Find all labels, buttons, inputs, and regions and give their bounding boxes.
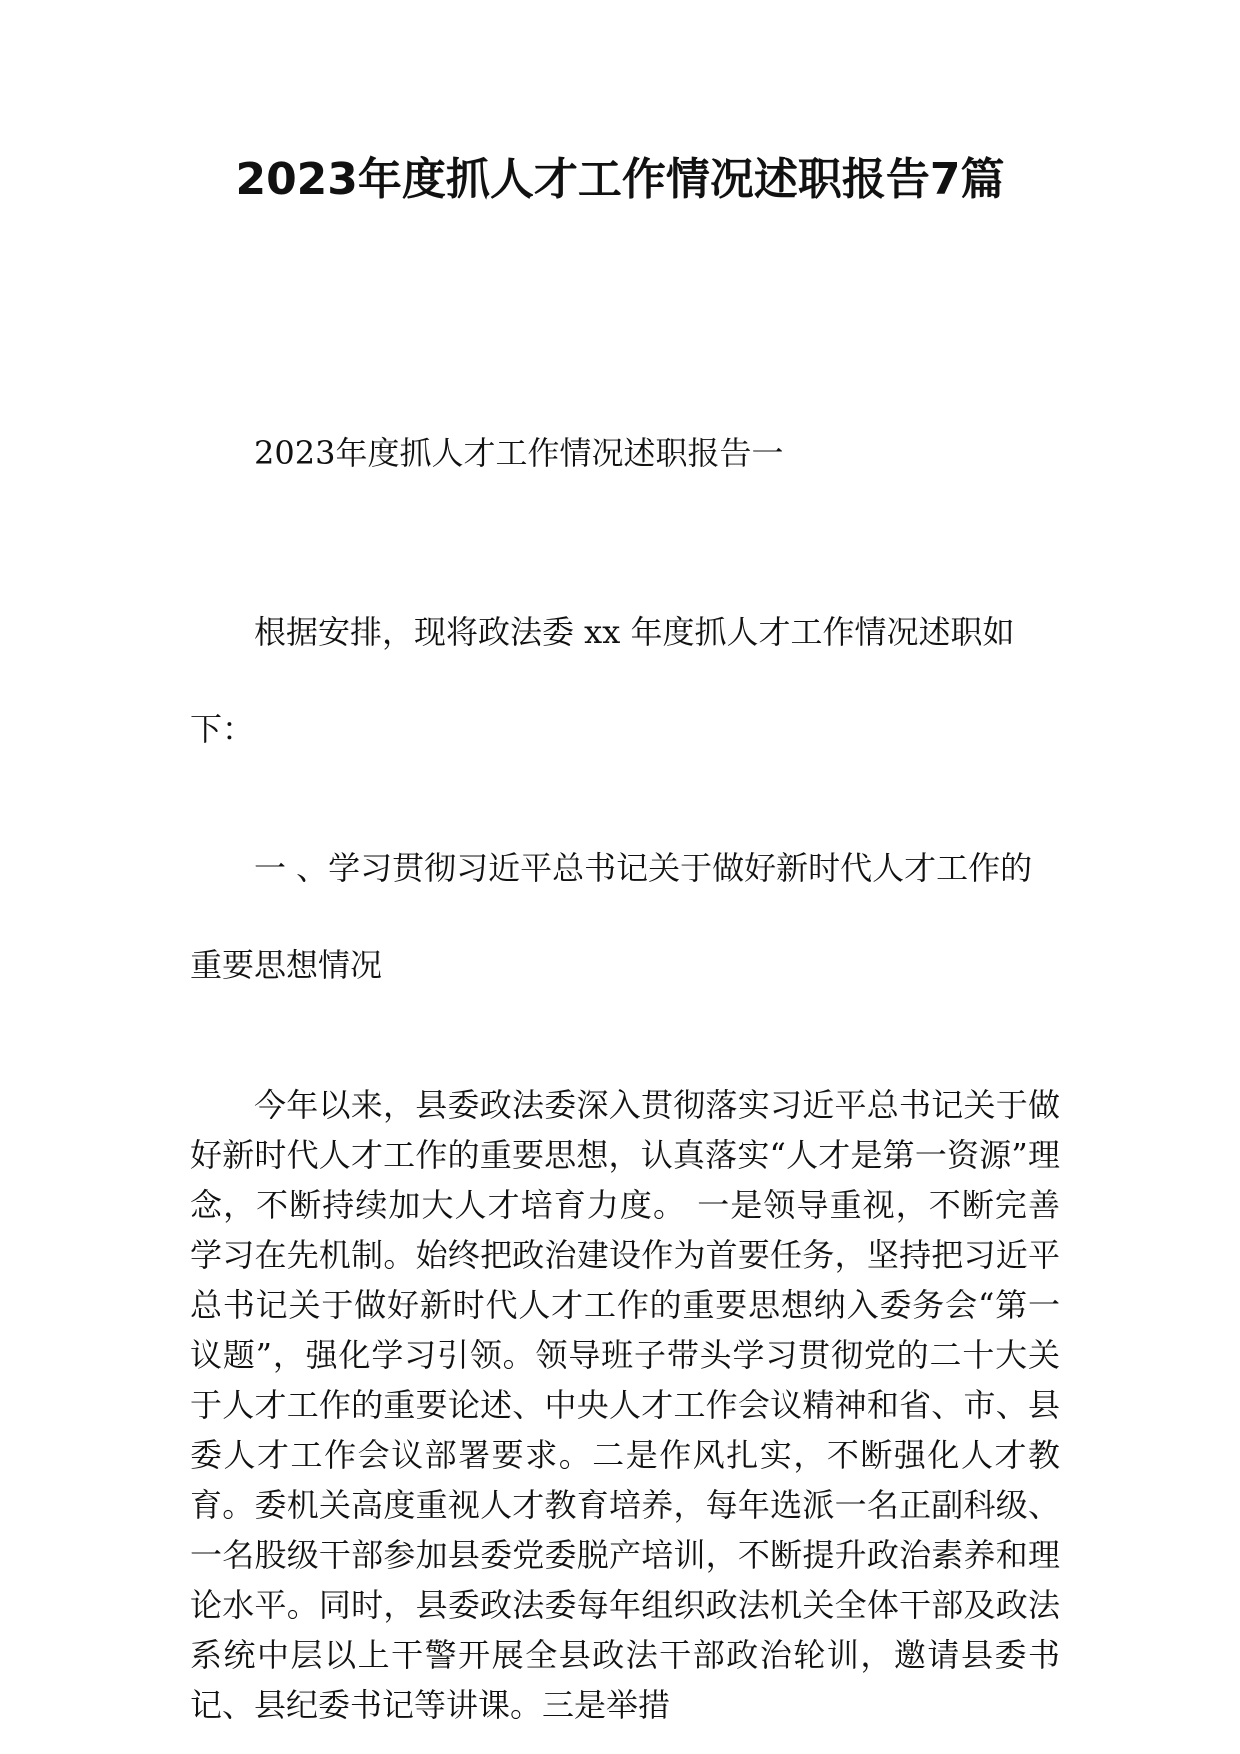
section-heading: 一 、学习贯彻习近平总书记关于做好新时代人才工作的重要思想情况 xyxy=(190,849,1033,984)
body-paragraph: 今年以来，县委政法委深入贯彻落实习近平总书记关于做好新时代人才工作的重要思想，认真落实“人才是第一资源”理念，不断持续加大人才培育力度。 一是领导重视，不断完善学习在先机制。始终把政治建设作为首要任务，坚持把习近平总书记关于做好新时代人才工作的重要思想纳入委务会“第一议题”，强化学习引领。领导班子带头学习贯彻党的二十大关于人才工作的重要论述、中央人才工作会议精神和省、市、县委人才工作会议部署要求。二是作风扎实，不断强化人才教育。委机关高度重视人才教育培养，每年选派一名正副科级、 一名股级干部参加县委党委脱产培训，不断提升政治素养和理论水平。同时，县委政法委每年组织政法机关全体干部及政法系统中层以上干警开展全县政法干部政治轮训，邀请县委书记、县纪委书记等讲课。三是举措 xyxy=(190,1086,1060,1724)
document-title: 2023年度抓人才工作情况述职报告7篇 xyxy=(235,154,1005,205)
intro-paragraph: 根据安排，现将政法委 xx 年度抓人才工作情况述职如下： xyxy=(190,613,1015,748)
report-subheading: 2023年度抓人才工作情况述职报告一 xyxy=(254,434,784,472)
